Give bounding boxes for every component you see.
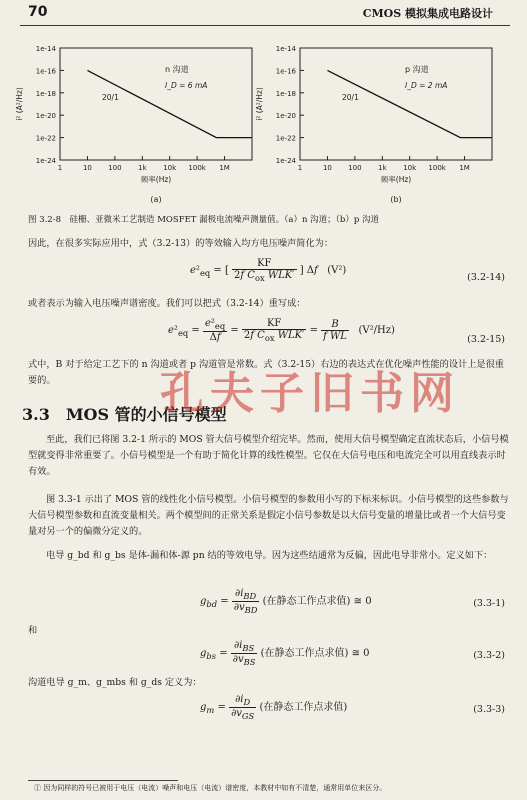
eq-number-3-2-14: (3.2-14) (467, 272, 505, 283)
y-tick-label: 1e-20 (275, 112, 296, 121)
header-rule (20, 25, 510, 26)
figure-caption: 图 3.2-8 硅栅、亚微米工艺制造 MOSFET 漏极电流噪声测量值。（a）n 沟道；（b）p 沟道 (28, 215, 380, 225)
equation-3-2-15: $e^2_{eq}$ = $\frac{e^2_{eq}}{\Delta f}$ = $\frac{KF}{2f C_{ox} WLK'}$ = $\frac{B}{\text{f WL}}$ (V²/Hz) (168, 318, 395, 343)
paragraph-3: 式中，B 对于给定工艺下的 n 沟道或者 p 沟道管是常数。式（3.2-15）右边的表达式在优化噪声性能的设计上是很重要的。 (28, 359, 504, 386)
current-label: I_D = 6 mA (165, 81, 208, 90)
series-label: 20/1 (102, 93, 119, 102)
y-tick-label: 1e-20 (35, 112, 56, 121)
x-tick-label: 1M (459, 164, 470, 172)
channel-label: p 沟道 (405, 65, 429, 74)
plot-frame (60, 48, 252, 160)
eq-number-3-2-15: (3.2-15) (467, 334, 505, 345)
footnote: ① 因为同样的符号已被用于电压（电流）噪声和电压（电流）谱密度，本教材中如有不清楚，通常用单位来区分。 (34, 784, 387, 792)
and-text: 和 (28, 625, 38, 636)
plot-frame (300, 48, 492, 160)
paragraph-5: 图 3.3-1 示出了 MOS 管的线性化小信号模型。小信号模型的参数用小写的下标来标识。小信号模型的这些参数与大信号模型参数和直流变量相关。两个模型间的正常关系是假定小信号参数是以大信号变量的增量比或者一个大信号变量对另一个的偏微分定义的。 (28, 494, 509, 537)
footnote-rule (28, 780, 178, 781)
y-tick-label: 1e-18 (35, 89, 56, 98)
x-tick-label: 1 (297, 164, 303, 172)
x-axis-label: 频率(Hz) (140, 175, 172, 184)
series-label: 20/1 (342, 93, 359, 102)
y-tick-label: 1e-16 (275, 67, 296, 76)
eq-number-3-3-3: (3.3-3) (473, 704, 505, 715)
x-tick-label: 10 (82, 164, 92, 172)
x-tick-label: 1k (378, 164, 387, 172)
equation-3-3-1: $g_{bd}$ = $\frac{\partial i_{BD}}{\partial v_{BD}}$ (在静态工作点求值) ≅ 0 (200, 588, 372, 615)
y-tick-label: 1e-16 (35, 67, 56, 76)
x-tick-label: 100k (188, 164, 206, 172)
x-tick-label: 100 (348, 164, 362, 172)
x-tick-label: 10k (403, 164, 417, 172)
x-tick-label: 1M (219, 164, 230, 172)
y-tick-label: 1e-14 (35, 45, 56, 53)
x-axis-label: 频率(Hz) (380, 175, 412, 184)
eq-number-3-3-2: (3.3-2) (473, 650, 505, 661)
panel-sublabel: (a) (150, 195, 162, 204)
equation-3-2-14: $e^2_{eq}$ = [ $\frac{KF}{2f C_{ox} WLK'}$ ] Δf (V²) (190, 258, 347, 283)
x-tick-label: 10 (322, 164, 332, 172)
paragraph-1: 因此，在很多实际应用中，式（3.2-13）的等效输入均方电压噪声简化为： (28, 238, 334, 249)
section-heading: 3.3 MOS 管的小信号模型 (22, 405, 227, 424)
chart-panel-a (15, 45, 252, 204)
panel-sublabel: (b) (390, 195, 402, 204)
y-tick-label: 1e-24 (275, 157, 296, 165)
equation-3-3-2: $g_{bs}$ = $\frac{\partial i_{BS}}{\partial v_{BS}}$ (在静态工作点求值) ≅ 0 (200, 640, 370, 667)
y-axis-label: i² (A²/Hz) (15, 87, 24, 121)
x-tick-label: 1k (138, 164, 147, 172)
y-tick-label: 1e-18 (275, 89, 296, 98)
y-tick-label: 1e-22 (275, 134, 296, 143)
chart-panel-b (255, 45, 492, 204)
eq-number-3-3-1: (3.3-1) (473, 598, 505, 609)
figure-plots (0, 30, 527, 212)
page-number: 70 (28, 4, 48, 20)
x-tick-label: 100 (108, 164, 122, 172)
paragraph-4: 至此，我们已将图 3.2-1 所示的 MOS 管大信号模型介绍完毕。然而，使用大信号模型确定直流状态后，小信号模型就变得非常重要了。小信号模型是一个有助于简化计算的线性模型。它仅在大信号电压和电流完全可以用直线表示时有效。 (28, 434, 509, 477)
x-tick-label: 100k (428, 164, 446, 172)
equation-3-3-3: $g_m$ = $\frac{\partial i_D}{\partial v_{GS}}$ (在静态工作点求值) (200, 694, 348, 721)
y-tick-label: 1e-22 (35, 134, 56, 143)
y-tick-label: 1e-24 (35, 157, 56, 165)
paragraph-6: 电导 g_bd 和 g_bs 是体-漏和体-源 pn 结的等效电导。因为这些结通常为反偏，因此电导非常小。定义如下： (46, 550, 493, 561)
channel-label: n 沟道 (165, 65, 189, 74)
x-tick-label: 1 (57, 164, 63, 172)
y-axis-label: i² (A²/Hz) (255, 87, 264, 121)
y-tick-label: 1e-14 (275, 45, 296, 53)
x-tick-label: 10k (163, 164, 177, 172)
paragraph-7: 沟道电导 g_m、g_mbs 和 g_ds 定义为： (28, 677, 202, 688)
paragraph-2: 或者表示为输入电压噪声谱密度。我们可以把式（3.2-14）重写成： (28, 298, 306, 309)
current-label: I_D = 2 mA (405, 81, 448, 90)
watermark: 孔夫子旧书网 (160, 368, 460, 419)
running-header: CMOS 模拟集成电路设计 (362, 7, 493, 20)
